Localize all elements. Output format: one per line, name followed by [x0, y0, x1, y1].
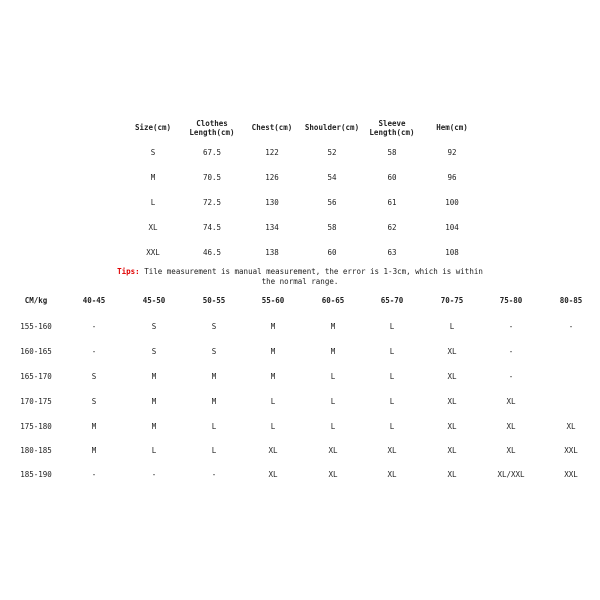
fit-table-cell: S — [211, 322, 217, 331]
fit-table-cell: XL — [447, 446, 457, 455]
fit-table-cell: M — [91, 422, 97, 431]
size-table-cell: 58 — [327, 223, 337, 232]
size-table-cell: S — [150, 148, 156, 157]
fit-table-cell: S — [151, 322, 157, 331]
fit-table-cell: M — [270, 372, 276, 381]
fit-table-cell: L — [330, 397, 336, 406]
fit-table-cell: L — [211, 422, 217, 431]
size-table-cell: 100 — [445, 198, 459, 207]
fit-header-cell: 40-45 — [82, 296, 106, 305]
size-table-cell: 92 — [447, 148, 457, 157]
fit-table-cell: 175-180 — [20, 422, 52, 431]
fit-table-cell: XL — [447, 422, 457, 431]
fit-table-cell: L — [389, 422, 395, 431]
fit-table-cell: XL — [387, 446, 397, 455]
size-table-cell: 54 — [327, 173, 337, 182]
fit-table-cell: S — [91, 372, 97, 381]
fit-table-cell: 155-160 — [20, 322, 52, 331]
fit-table-cell: L — [389, 322, 395, 331]
size-table-cell: 46.5 — [202, 248, 222, 257]
fit-table-cell: 180-185 — [20, 446, 52, 455]
fit-header-cell: 55-60 — [261, 296, 285, 305]
size-table-cell: 138 — [265, 248, 279, 257]
fit-table-cell: XL — [506, 446, 516, 455]
size-table-cell: 63 — [387, 248, 397, 257]
fit-header-cell: 50-55 — [202, 296, 226, 305]
size-table-cell: M — [150, 173, 156, 182]
fit-table-cell: M — [211, 397, 217, 406]
size-table-cell: 72.5 — [202, 198, 222, 207]
fit-table-cell: M — [330, 322, 336, 331]
fit-table-cell: L — [270, 397, 276, 406]
fit-table-cell: 160-165 — [20, 347, 52, 356]
fit-table-cell: L — [151, 446, 157, 455]
fit-table-cell: L — [330, 422, 336, 431]
fit-table-cell: - — [91, 470, 97, 479]
size-table-cell: 60 — [387, 173, 397, 182]
fit-table-cell: S — [91, 397, 97, 406]
size-table-cell: 58 — [387, 148, 397, 157]
size-header-cell: Clothes Length(cm) — [189, 119, 235, 137]
size-table-cell: 67.5 — [202, 148, 222, 157]
fit-table-cell: XL — [506, 422, 516, 431]
fit-table-cell: L — [270, 422, 276, 431]
fit-table-cell: M — [211, 372, 217, 381]
fit-table-cell: - — [151, 470, 157, 479]
fit-header-cell: 60-65 — [321, 296, 345, 305]
fit-table-cell: M — [330, 347, 336, 356]
size-table-cell: XL — [148, 223, 158, 232]
fit-table-cell: L — [330, 372, 336, 381]
size-table-cell: 62 — [387, 223, 397, 232]
fit-table-cell: S — [151, 347, 157, 356]
fit-table-cell: L — [389, 347, 395, 356]
fit-header-cell: 45-50 — [142, 296, 166, 305]
fit-table-cell: - — [568, 322, 574, 331]
fit-table-cell: M — [270, 347, 276, 356]
size-table-cell: 61 — [387, 198, 397, 207]
fit-table-cell: - — [91, 347, 97, 356]
fit-table-cell: M — [151, 422, 157, 431]
size-table-cell: 130 — [265, 198, 279, 207]
size-table-cell: 52 — [327, 148, 337, 157]
fit-table-cell: XL — [566, 422, 576, 431]
size-header-cell: Hem(cm) — [436, 123, 468, 132]
fit-table-cell: XL — [328, 470, 338, 479]
fit-table-cell: - — [508, 322, 514, 331]
size-table-cell: 96 — [447, 173, 457, 182]
tips-label: Tips: — [117, 267, 140, 276]
size-table-cell: XXL — [146, 248, 160, 257]
fit-table-cell: XXL — [564, 470, 578, 479]
fit-table-cell: M — [151, 372, 157, 381]
fit-table-cell: XL — [506, 397, 516, 406]
fit-table-cell: XL — [328, 446, 338, 455]
fit-header-cell: CM/kg — [24, 296, 48, 305]
fit-table-cell: 170-175 — [20, 397, 52, 406]
fit-table-cell: L — [389, 397, 395, 406]
fit-table-cell: L — [449, 322, 455, 331]
fit-table-cell: L — [211, 446, 217, 455]
fit-header-cell: 65-70 — [380, 296, 404, 305]
size-table-cell: 56 — [327, 198, 337, 207]
size-header-cell: Size(cm) — [134, 123, 172, 132]
fit-table-cell: 185-190 — [20, 470, 52, 479]
fit-table-cell: XL — [447, 470, 457, 479]
fit-table-cell: XL — [268, 446, 278, 455]
fit-table-cell: S — [211, 347, 217, 356]
size-table-cell: 74.5 — [202, 223, 222, 232]
size-header-cell: Chest(cm) — [251, 123, 293, 132]
size-header-cell: Shoulder(cm) — [304, 123, 360, 132]
fit-table-cell: XL — [387, 470, 397, 479]
size-table-cell: 104 — [445, 223, 459, 232]
fit-table-cell: 165-170 — [20, 372, 52, 381]
fit-table-cell: XL/XXL — [497, 470, 525, 479]
fit-header-cell: 70-75 — [440, 296, 464, 305]
size-table-cell: L — [150, 198, 156, 207]
tips-text: Tile measurement is manual measurement, the error is 1-3cm, which is within the normal range. — [139, 267, 483, 286]
fit-table-cell: - — [508, 372, 514, 381]
fit-table-cell: XL — [447, 372, 457, 381]
fit-header-cell: 75-80 — [499, 296, 523, 305]
size-table-cell: 122 — [265, 148, 279, 157]
size-table-cell: 126 — [265, 173, 279, 182]
fit-table-cell: L — [389, 372, 395, 381]
fit-table-cell: XL — [447, 397, 457, 406]
size-header-cell: Sleeve Length(cm) — [369, 119, 415, 137]
fit-table-cell: XL — [268, 470, 278, 479]
fit-table-cell: - — [91, 322, 97, 331]
size-table-cell: 60 — [327, 248, 337, 257]
fit-header-cell: 80-85 — [559, 296, 583, 305]
fit-table-cell: M — [270, 322, 276, 331]
fit-table-cell: XL — [447, 347, 457, 356]
fit-table-cell: XXL — [564, 446, 578, 455]
fit-table-cell: M — [151, 397, 157, 406]
size-table-cell: 108 — [445, 248, 459, 257]
fit-table-cell: - — [508, 347, 514, 356]
size-table-cell: 134 — [265, 223, 279, 232]
size-table-cell: 70.5 — [202, 173, 222, 182]
tips-note — [0, 267, 600, 286]
fit-table-cell: M — [91, 446, 97, 455]
fit-table-cell: - — [211, 470, 217, 479]
